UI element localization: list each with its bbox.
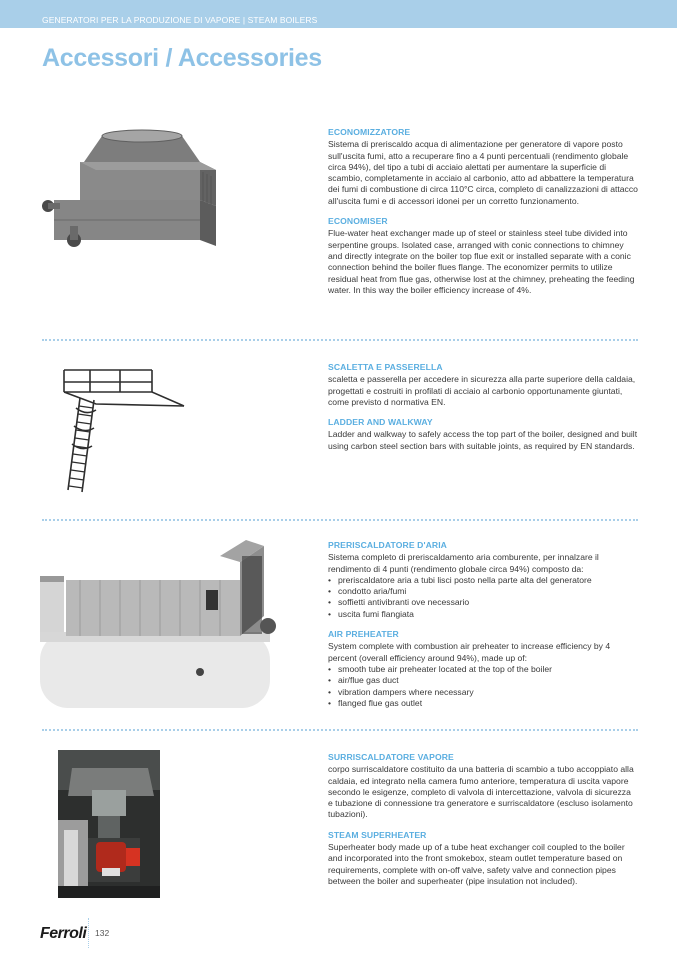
superheater-section bbox=[328, 752, 638, 896]
economizer-en-title: ECONOMISER bbox=[328, 216, 388, 227]
list-item: • air/flue gas duct bbox=[328, 675, 638, 686]
list-item: • soffietti antivibranti ove necessario bbox=[328, 597, 638, 608]
section-divider bbox=[42, 519, 638, 521]
economizer-en-text: Flue-water heat exchanger made up of steel or stainless steel tube divided into serpentine groups. Isolated case, arranged with conic connections to chimney and directly integrate on the boiler top flue exit or installed separate with a conic connection behind the boiler flues flange. The economizer permits to utilize residual heat from flue gas, otherwise lost at the chimney, preheating the feeding water. In this way the boiler efficiency increase of 4%. bbox=[328, 228, 635, 295]
ferroli-logo: Ferroli bbox=[40, 925, 87, 942]
header-text: GENERATORI PER LA PRODUZIONE DI VAPORE | STEAM BOILERS bbox=[42, 15, 318, 25]
section-divider bbox=[42, 729, 638, 731]
ladder-en-title: LADDER AND WALKWAY bbox=[328, 417, 433, 428]
page-title: Accessori / Accessories bbox=[42, 44, 322, 72]
page-number: 132 bbox=[95, 928, 110, 938]
list-item: • smooth tube air preheater located at the top of the boiler bbox=[328, 664, 638, 675]
preheater-en-title: AIR PREHEATER bbox=[328, 629, 399, 640]
ladder-walkway-illustration bbox=[60, 362, 190, 497]
preheater-section bbox=[328, 540, 638, 718]
economizer-it-title: ECONOMIZZATORE bbox=[328, 127, 411, 137]
list-item: • preriscaldatore aria a tubi lisci posto nella parte alta del generatore bbox=[328, 575, 638, 586]
economizer-section bbox=[328, 127, 638, 305]
preheater-en-text: System complete with combustion air preheater to increase efficiency by 4 percent (overall efficiency around 94%), made up of: bbox=[328, 641, 611, 663]
list-item: • vibration dampers where necessary bbox=[328, 687, 638, 698]
section-divider bbox=[42, 339, 638, 341]
air-preheater-illustration bbox=[40, 536, 290, 708]
list-item: • condotto aria/fumi bbox=[328, 586, 638, 597]
superheater-it-text: corpo surriscaldatore costituito da una batteria di scambio a tubo accoppiato alla caldaia, ed integrato nella camera fumo anteriore, temperatura di uscita vapore secondo le esigenze, completo di valvola di intercettazione, valvola di sicurezza e tubazione di connessione tra generatore e surriscaldatore (escluso isolamento tubazioni). bbox=[328, 764, 634, 820]
steam-superheater-photo bbox=[58, 750, 160, 898]
ladder-it-text: scaletta e passerella per accedere in sicurezza alla parte superiore della caldaia, progettati e costruiti in profilati di acciaio al carbonio opportunamente giuntati, come previsto d normativa EN. bbox=[328, 374, 636, 407]
preheater-en-list bbox=[328, 664, 638, 709]
superheater-it-title: SURRISCALDATORE VAPORE bbox=[328, 752, 454, 762]
preheater-it-title: PRERISCALDATORE D'ARIA bbox=[328, 540, 447, 550]
economizer-illustration bbox=[40, 122, 280, 262]
economizer-it-text: Sistema di preriscaldo acqua di alimentazione per generatore di vapore posto sull'uscita fumi, atto a recuperare fino a 4 punti percentuali (rendimento globale circa 94%), del tipo a tubi di acciaio alettati per aumentare la superficie di scambio, completamente in acciaio al carbonio, atto ad abbattere la temperatura dei fumi di combustione di circa 110°C circa, completo di canalizzazioni di attacco all'uscita fumi e di accessori idonei per un corretto funzionamento. bbox=[328, 139, 638, 206]
footer-divider bbox=[88, 918, 89, 948]
ladder-en-text: Ladder and walkway to safely access the top part of the boiler, designed and built using carbon steel section bars with suitable joints, as required by EN standards. bbox=[328, 429, 638, 451]
preheater-it-text: Sistema completo di preriscaldamento aria comburente, per innalzare il rendimento di 4 punti (rendimento globale circa 94%) composto da: bbox=[328, 552, 599, 574]
ladder-it-title: SCALETTA E PASSERELLA bbox=[328, 362, 443, 372]
superheater-en-title: STEAM SUPERHEATER bbox=[328, 829, 427, 840]
ladder-section bbox=[328, 362, 638, 461]
list-item: • flanged flue gas outlet bbox=[328, 698, 638, 709]
list-item: • uscita fumi flangiata bbox=[328, 609, 638, 620]
preheater-it-list bbox=[328, 575, 638, 620]
superheater-en-text: Superheater body made up of a tube heat exchanger coil coupled to the boiler and incorporated into the front smokebox, steam outlet temperature based on requirements, complete with on-off valve, safety valve and connection pipes between the boiler and superheater (pipe insulation not included). bbox=[328, 842, 625, 886]
